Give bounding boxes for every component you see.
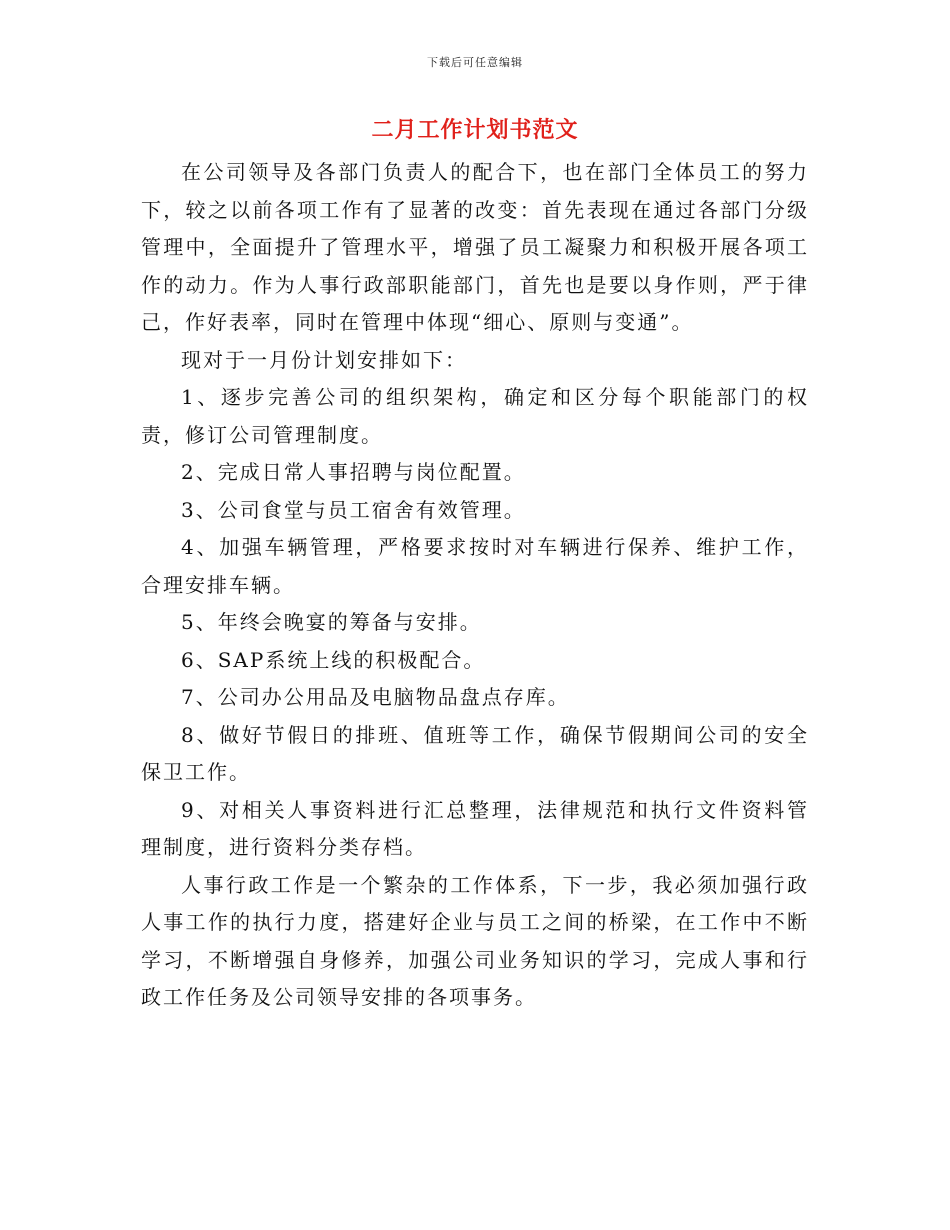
- document-body: [141, 154, 809, 1017]
- paragraph-plan-heading: 现对于一月份计划安排如下：: [181, 347, 467, 372]
- paragraph-intro: 在公司领导及各部门负责人的配合下，也在部门全体员工的努力下，较之以前各项工作有了显著的改变：首先表现在通过各部门分级管理中，全面提升了管理水平，增强了员工凝聚力和积极开展各项工作的动力。作为人事行政部职能部门，首先也是要以身作则，严于律己，作好表率，同时在管理中体现“细心、原则与变通”。: [141, 160, 809, 334]
- list-item-9: 9、对相关人事资料进行汇总整理，法律规范和执行文件资料管理制度，进行资料分类存档。: [141, 797, 809, 859]
- list-item-3: 3、公司食堂与员工宿舍有效管理。: [181, 497, 526, 522]
- list-item-6: 6、SAP系统上线的积极配合。: [181, 647, 486, 672]
- list-item-4: 4、加强车辆管理，严格要求按时对车辆进行保养、维护工作，合理安排车辆。: [141, 535, 809, 597]
- paragraph-conclusion: 人事行政工作是一个繁杂的工作体系，下一步，我必须加强行政人事工作的执行力度，搭建好企业与员工之间的桥梁，在工作中不断学习，不断增强自身修养，加强公司业务知识的学习，完成人事和行政工作任务及公司领导安排的各项事务。: [141, 872, 809, 1009]
- list-item-2: 2、完成日常人事招聘与岗位配置。: [181, 460, 526, 484]
- list-item-7: 7、公司办公用品及电脑物品盘点存库。: [181, 685, 570, 709]
- document-title: 二月工作计划书范文: [371, 118, 579, 143]
- list-item-5: 5、年终会晚宴的筹备与安排。: [181, 610, 482, 634]
- list-item-1: 1、逐步完善公司的组织架构，确定和区分每个职能部门的权责，修订公司管理制度。: [141, 385, 809, 447]
- list-item-8: 8、做好节假日的排班、值班等工作，确保节假期间公司的安全保卫工作。: [141, 722, 809, 784]
- header-note: 下载后可任意编辑: [427, 56, 523, 69]
